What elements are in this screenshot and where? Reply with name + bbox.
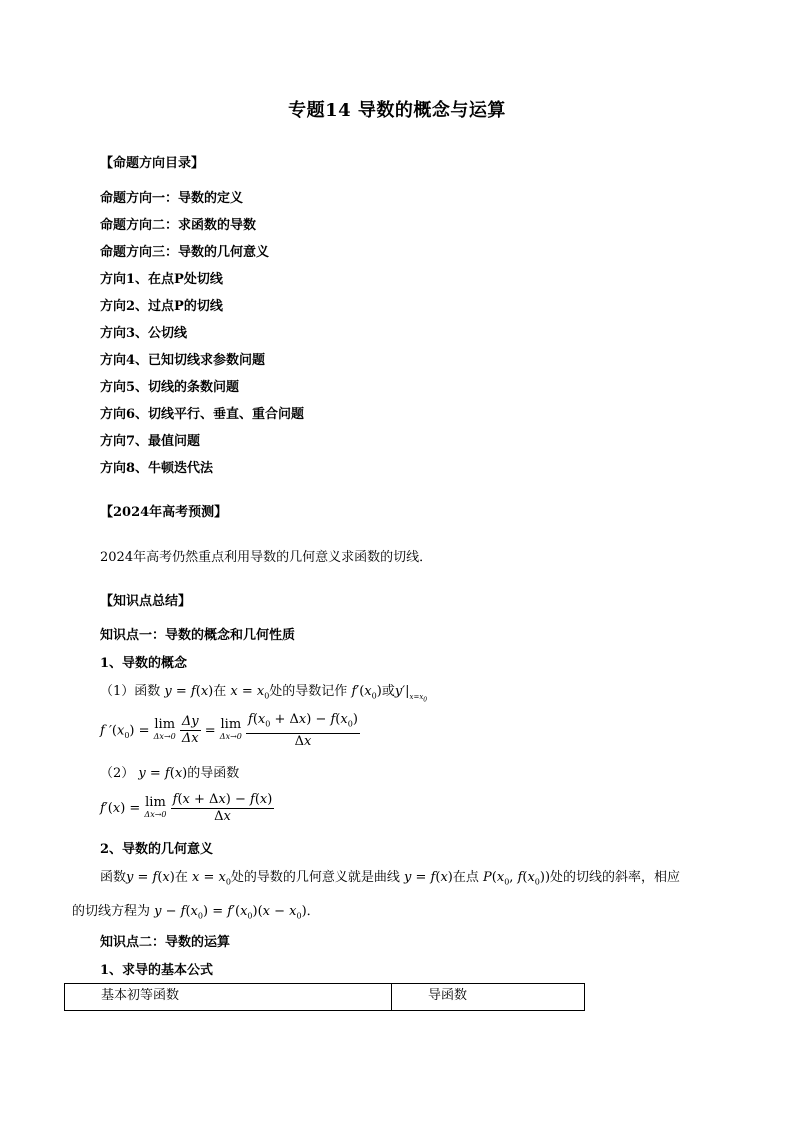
toc-item: 方向3、公切线 bbox=[100, 326, 188, 341]
toc-item: 命题方向一：导数的定义 bbox=[100, 191, 244, 206]
subsection-geometric-meaning: 2、导数的几何意义 bbox=[100, 842, 214, 857]
toc-item: 方向1、在点P处切线 bbox=[100, 272, 223, 287]
toc-item: 方向2、过点P的切线 bbox=[100, 299, 223, 314]
table-header-basic-function: 基本初等函数 bbox=[65, 984, 392, 1011]
table-header-derivative: 导函数 bbox=[392, 984, 585, 1011]
toc-item: 方向5、切线的条数问题 bbox=[100, 380, 240, 395]
limit-definition-formula: f $'(x_0) = \lim$ Δx→0 $\frac{\Delta y}{\Delta x}$ = lim Δx→0 $\frac{f(x_0 + \Delta x) - f(x_0)}{\Delta x}$ bbox=[100, 712, 358, 749]
geometric-meaning-text-line2: 的切线方程为 $y - f(x_0) = f'(x_0)(x - x_0)$． bbox=[72, 904, 320, 921]
derived-function-line: （2） y = f(x)的导函数 bbox=[100, 766, 240, 781]
knowledge-point-1: 知识点一：导数的概念和几何性质 bbox=[100, 628, 296, 643]
toc-item: 方向6、切线平行、垂直、重合问题 bbox=[100, 407, 305, 422]
geometric-meaning-text-line1: 函数y = f(x)在 $x = x_0$处的导数的几何意义就是曲线 y = f(x)在点 $P(x_0$, $f(x_0)$)处的切线的斜率，相应 bbox=[100, 870, 681, 887]
table-row bbox=[65, 984, 585, 1011]
knowledge-point-2: 知识点二：导数的运算 bbox=[100, 935, 231, 950]
toc-item: 命题方向二：求函数的导数 bbox=[100, 218, 257, 233]
toc-item: 命题方向三：导数的几何意义 bbox=[100, 245, 270, 260]
derivative-notation-line: （1）函数 y = f(x)在 $x = x_0$处的导数记作 $f'(x_0)$或$y'|_{x=x_0}$ bbox=[100, 684, 428, 703]
page-title: 专题14 导数的概念与运算 bbox=[288, 100, 506, 121]
subsection-derivative-concept: 1、导数的概念 bbox=[100, 656, 188, 671]
subsection-basic-formulas: 1、求导的基本公式 bbox=[100, 963, 214, 978]
forecast-text: 2024年高考仍然重点利用导数的几何意义求函数的切线． bbox=[100, 550, 433, 565]
toc-item: 方向4、已知切线求参数问题 bbox=[100, 353, 266, 368]
toc-item: 方向8、牛顿迭代法 bbox=[100, 461, 214, 476]
toc-item: 方向7、最值问题 bbox=[100, 434, 201, 449]
forecast-header: 【2024年高考预测】 bbox=[100, 505, 228, 520]
toc-header: 【命题方向目录】 bbox=[100, 156, 205, 171]
derivative-function-formula: f′(x) = lim Δx→0 $\frac{f(x + \Delta x) - f(x)}{\Delta x}$ bbox=[100, 792, 273, 824]
knowledge-header: 【知识点总结】 bbox=[100, 594, 192, 609]
derivative-formula-table bbox=[64, 983, 585, 1011]
